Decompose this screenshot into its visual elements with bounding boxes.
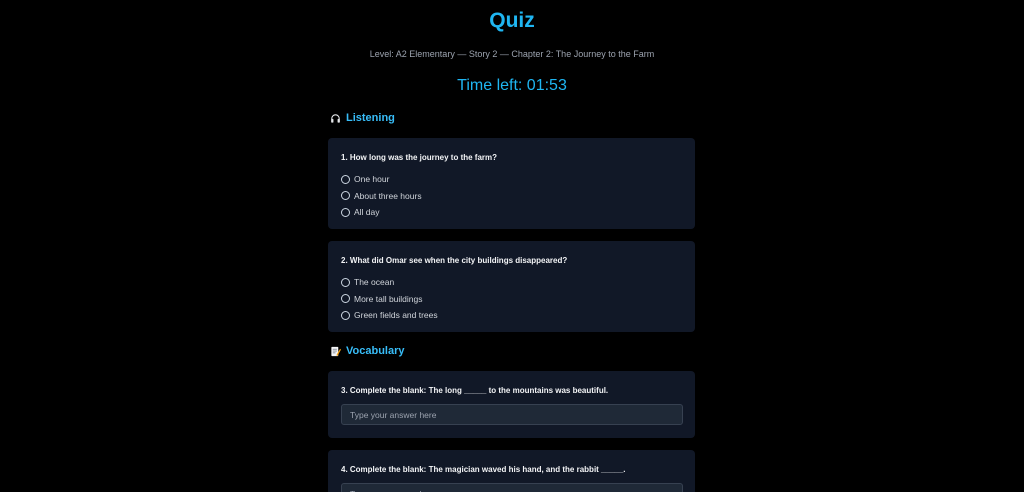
option-label: One hour [354, 174, 390, 185]
option-label: All day [354, 207, 380, 218]
option-label: The ocean [354, 277, 395, 288]
question-text: 3. Complete the blank: The long _____ to the mountains was beautiful. [341, 386, 609, 395]
section-vocabulary-title [329, 345, 405, 357]
option-label: Green fields and trees [354, 310, 438, 321]
radio-button[interactable] [341, 191, 350, 200]
headphones-icon [329, 112, 341, 124]
radio-button[interactable] [341, 175, 350, 184]
answer-option-all-day[interactable] [341, 204, 682, 221]
memo-icon [329, 345, 341, 357]
question-card-2 [328, 241, 695, 332]
answer-input[interactable] [341, 483, 683, 492]
time-left: Time left: 01:53 [457, 77, 567, 94]
question-text: 1. How long was the journey to the farm? [341, 153, 498, 162]
question-card-1 [328, 138, 695, 229]
section-label: Vocabulary [346, 345, 405, 357]
option-label: About three hours [354, 190, 422, 201]
question-card-4 [328, 450, 695, 492]
radio-button[interactable] [341, 311, 350, 320]
answer-option-green-fields-and-trees[interactable] [341, 307, 682, 324]
radio-button[interactable] [341, 278, 350, 287]
question-text: 2. What did Omar see when the city buildings disappeared? [341, 256, 568, 265]
answer-option-about-three-hours[interactable] [341, 188, 682, 205]
answer-option-more-tall-buildings[interactable] [341, 291, 682, 308]
section-label: Listening [346, 112, 395, 124]
answer-input[interactable] [341, 404, 683, 425]
page-title: Quiz [489, 9, 535, 32]
section-listening-title [329, 112, 395, 124]
radio-button[interactable] [341, 294, 350, 303]
level-subtitle: Level: A2 Elementary — Story 2 — Chapter 2: The Journey to the Farm [369, 49, 655, 59]
question-text: 4. Complete the blank: The magician waved his hand, and the rabbit _____. [341, 465, 626, 474]
answer-option-the-ocean[interactable] [341, 274, 682, 291]
answer-option-one-hour[interactable] [341, 171, 682, 188]
radio-button[interactable] [341, 208, 350, 217]
question-card-3 [328, 371, 695, 438]
option-label: More tall buildings [354, 293, 423, 304]
